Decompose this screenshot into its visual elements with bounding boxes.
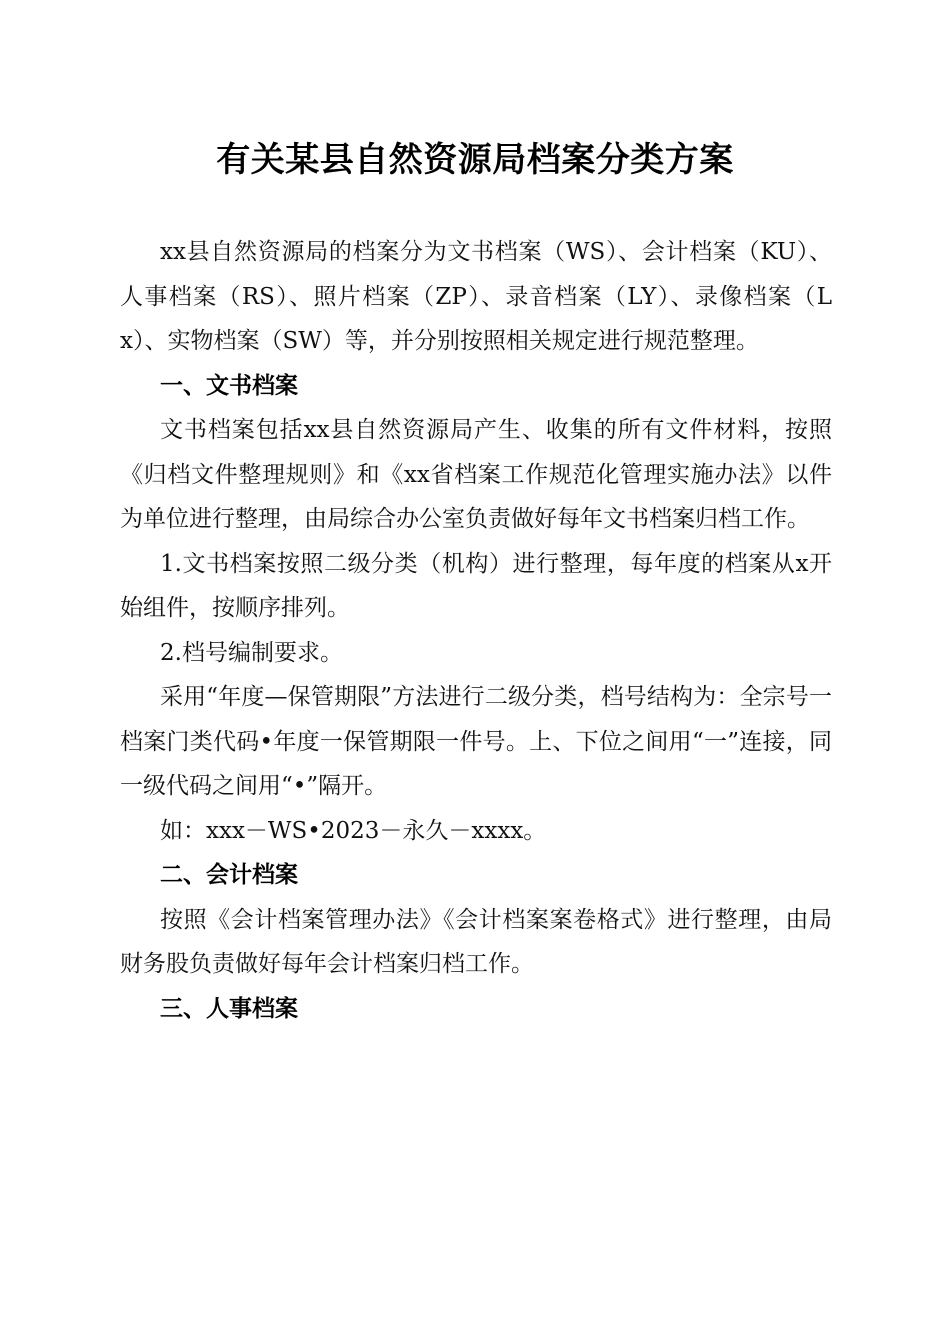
paragraph: 采用“年度—保管期限”方法进行二级分类，档号结构为：全宗号一档案门类代码•年度一保管期限一件号。上、下位之间用“一”连接，同一级代码之间用“•”隔开。 (120, 684, 832, 799)
section-heading: 二、会计档案 (160, 862, 298, 888)
document-body (120, 230, 832, 1031)
section-kuaiji (120, 853, 832, 987)
paragraph: 按照《会计档案管理办法》《会计档案案卷格式》进行整理，由局财务股负责做好每年会计档案归档工作。 (120, 906, 832, 977)
section-wenshu (120, 364, 832, 854)
section-heading: 一、文书档案 (160, 372, 298, 399)
paragraph: 1.文书档案按照二级分类（机构）进行整理，每年度的档案从x开始组件，按顺序排列。 (120, 550, 832, 621)
paragraph: 如：xxx－WS•2023－永久－xxxx。 (160, 817, 547, 844)
intro-paragraph: xx县自然资源局的档案分为文书档案（WS）、会计档案（KU）、人事档案（RS）、照片档案（ZP）、录音档案（LY）、录像档案（Lx）、实物档案（SW）等，并分别按照相关规定进行规范整理。 (120, 239, 832, 354)
paragraph: 文书档案包括xx县自然资源局产生、收集的所有文件材料，按照《归档文件整理规则》和《xx省档案工作规范化管理实施办法》以件为单位进行整理，由局综合办公室负责做好每年文书档案归档工作。 (120, 417, 832, 532)
paragraph: 2.档号编制要求。 (160, 639, 343, 666)
document-title: 有关某县自然资源局档案分类方案 (216, 140, 734, 180)
section-heading: 三、人事档案 (160, 995, 298, 1022)
section-renshi (120, 987, 832, 1032)
